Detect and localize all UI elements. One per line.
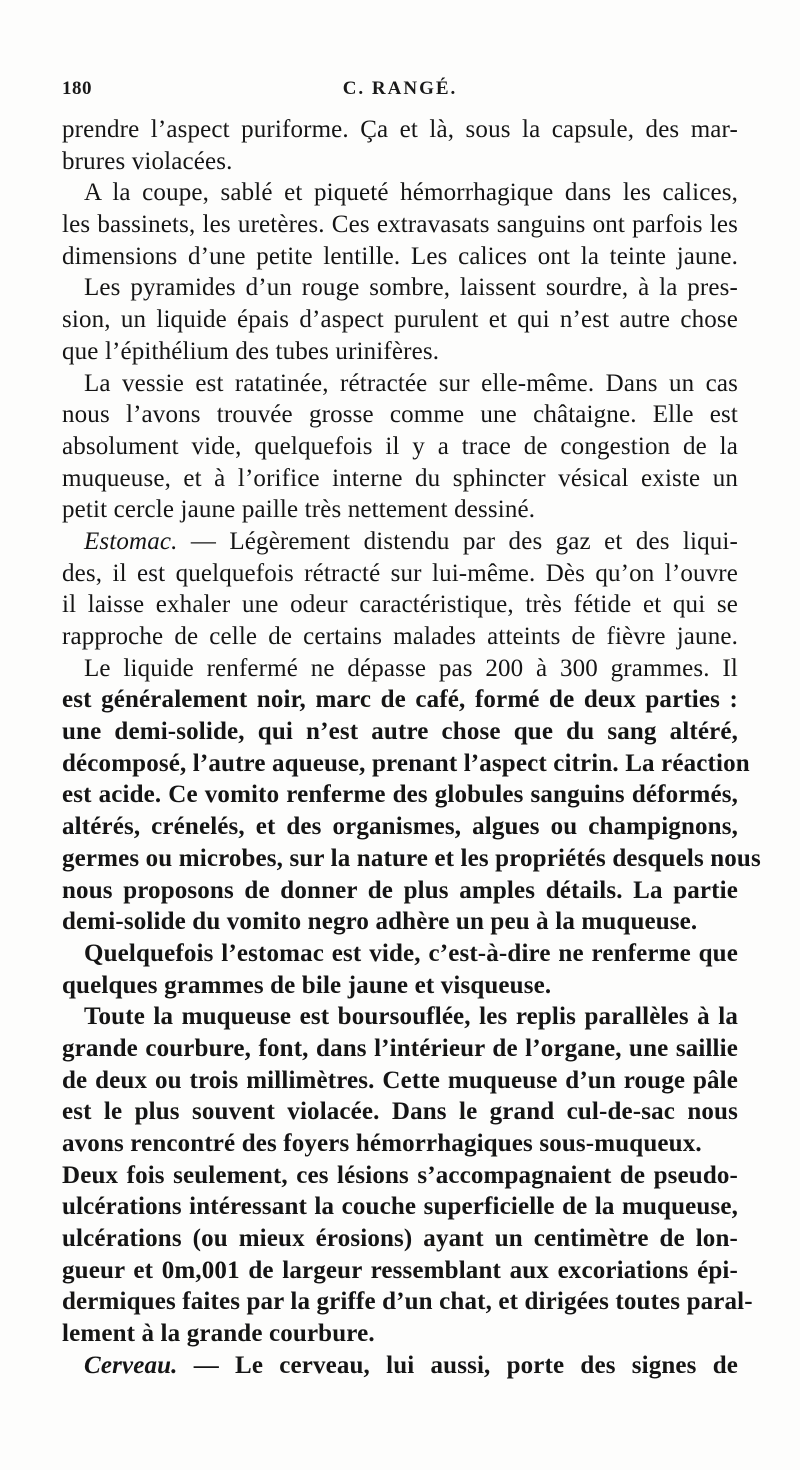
text-line: nous l’avons trouvée grosse comme une châtaigne. Elle est <box>62 401 738 429</box>
text-line: est le plus souvent violacée. Dans le grand cul-de-sac nous <box>62 1098 738 1126</box>
text-line: sion, un liquide épais d’aspect purulent et qui n’est autre chose <box>62 306 738 334</box>
text-line: Estomac. — Légèrement distendu par des gaz et des liqui- <box>84 527 738 555</box>
section-heading: Cerveau. <box>84 1351 178 1379</box>
text-line: est acide. Ce vomito renferme des globules sanguins déformés, <box>62 781 738 809</box>
text-line: rapproche de celle de certains malades atteints de fièvre jaune. <box>62 623 738 650</box>
text-line: dermiques faites par la griffe d’un chat, et dirigées toutes paral- <box>62 1288 753 1316</box>
text-line: altérés, crénelés, et des organismes, algues ou champignons, <box>62 813 738 841</box>
page-header <box>62 78 738 108</box>
text-line: brures violacées. <box>62 147 233 175</box>
text-line: de deux ou trois millimètres. Cette muqueuse d’un rouge pâle <box>62 1066 738 1094</box>
text-line: ulcérations intéressant la couche superficielle de la muqueuse, <box>62 1193 738 1221</box>
text-line: La vessie est ratatinée, rétractée sur elle-même. Dans un cas <box>84 369 738 397</box>
text-line: Les pyramides d’un rouge sombre, laissent sourdre, à la pres- <box>84 274 738 302</box>
text-line: quelques grammes de bile jaune et visqueuse. <box>62 971 552 999</box>
text-line: une demi-solide, qui n’est autre chose que du sang altéré, <box>62 718 738 746</box>
text-line: avons rencontré des foyers hémorrhagiques sous-muqueux. <box>62 1130 702 1157</box>
text-line: nous proposons de donner de plus amples détails. La partie <box>62 876 738 904</box>
text-line: est généralement noir, marc de café, formé de deux parties : <box>62 686 738 714</box>
text-line: petit cercle jaune paille très nettement dessiné. <box>62 496 536 524</box>
text-line: prendre l’aspect puriforme. Ça et là, sous la capsule, des mar- <box>62 116 738 143</box>
section-heading: Estomac. <box>84 527 178 555</box>
text-line: il laisse exhaler une odeur caractéristique, très fétide et qui se <box>62 591 738 619</box>
text-line: Cerveau. — Le cerveau, lui aussi, porte des signes de <box>84 1351 738 1379</box>
text-line: que l’épithélium des tubes urinifères. <box>62 337 440 365</box>
text-line: Deux fois seulement, ces lésions s’accompagnaient de pseudo- <box>62 1161 738 1189</box>
text-line: gueur et 0m,001 de largeur ressemblant aux excoriations épi- <box>62 1256 738 1284</box>
text-line: des, il est quelquefois rétracté sur lui-même. Dès qu’on l’ouvre <box>62 559 738 587</box>
text-line: absolument vide, quelquefois il y a trace de congestion de la <box>62 432 738 460</box>
text-line: lement à la grande courbure. <box>62 1320 375 1348</box>
page-number: 180 <box>62 78 92 99</box>
text-line: muqueuse, et à l’orifice interne du sphincter vésical existe un <box>62 464 738 492</box>
text-line: grande courbure, font, dans l’intérieur de l’organe, une saillie <box>62 1034 738 1062</box>
text-line: dimensions d’une petite lentille. Les calices ont la teinte jaune. <box>62 242 738 270</box>
running-title: C. RANGÉ. <box>342 78 458 99</box>
text-line: Quelquefois l’estomac est vide, c’est-à-dire ne renferme que <box>84 939 738 967</box>
text-line: Le liquide renfermé ne dépasse pas 200 à 300 grammes. Il <box>84 654 738 682</box>
body-text <box>62 114 761 1382</box>
text-line: décomposé, l’autre aqueuse, prenant l’aspect citrin. La réaction <box>62 749 750 777</box>
text-line: germes ou microbes, sur la nature et les propriétés desquels nous <box>62 844 761 872</box>
text-line: les bassinets, les uretères. Ces extravasats sanguins ont parfois les <box>62 211 738 239</box>
text-line: A la coupe, sablé et piqueté hémorrhagique dans les calices, <box>84 179 738 207</box>
text-line: Toute la muqueuse est boursouflée, les replis parallèles à la <box>84 1003 738 1031</box>
text-line: demi-solide du vomito negro adhère un peu à la muqueuse. <box>62 908 698 936</box>
text-line: ulcérations (ou mieux érosions) ayant un centimètre de lon- <box>62 1225 738 1253</box>
